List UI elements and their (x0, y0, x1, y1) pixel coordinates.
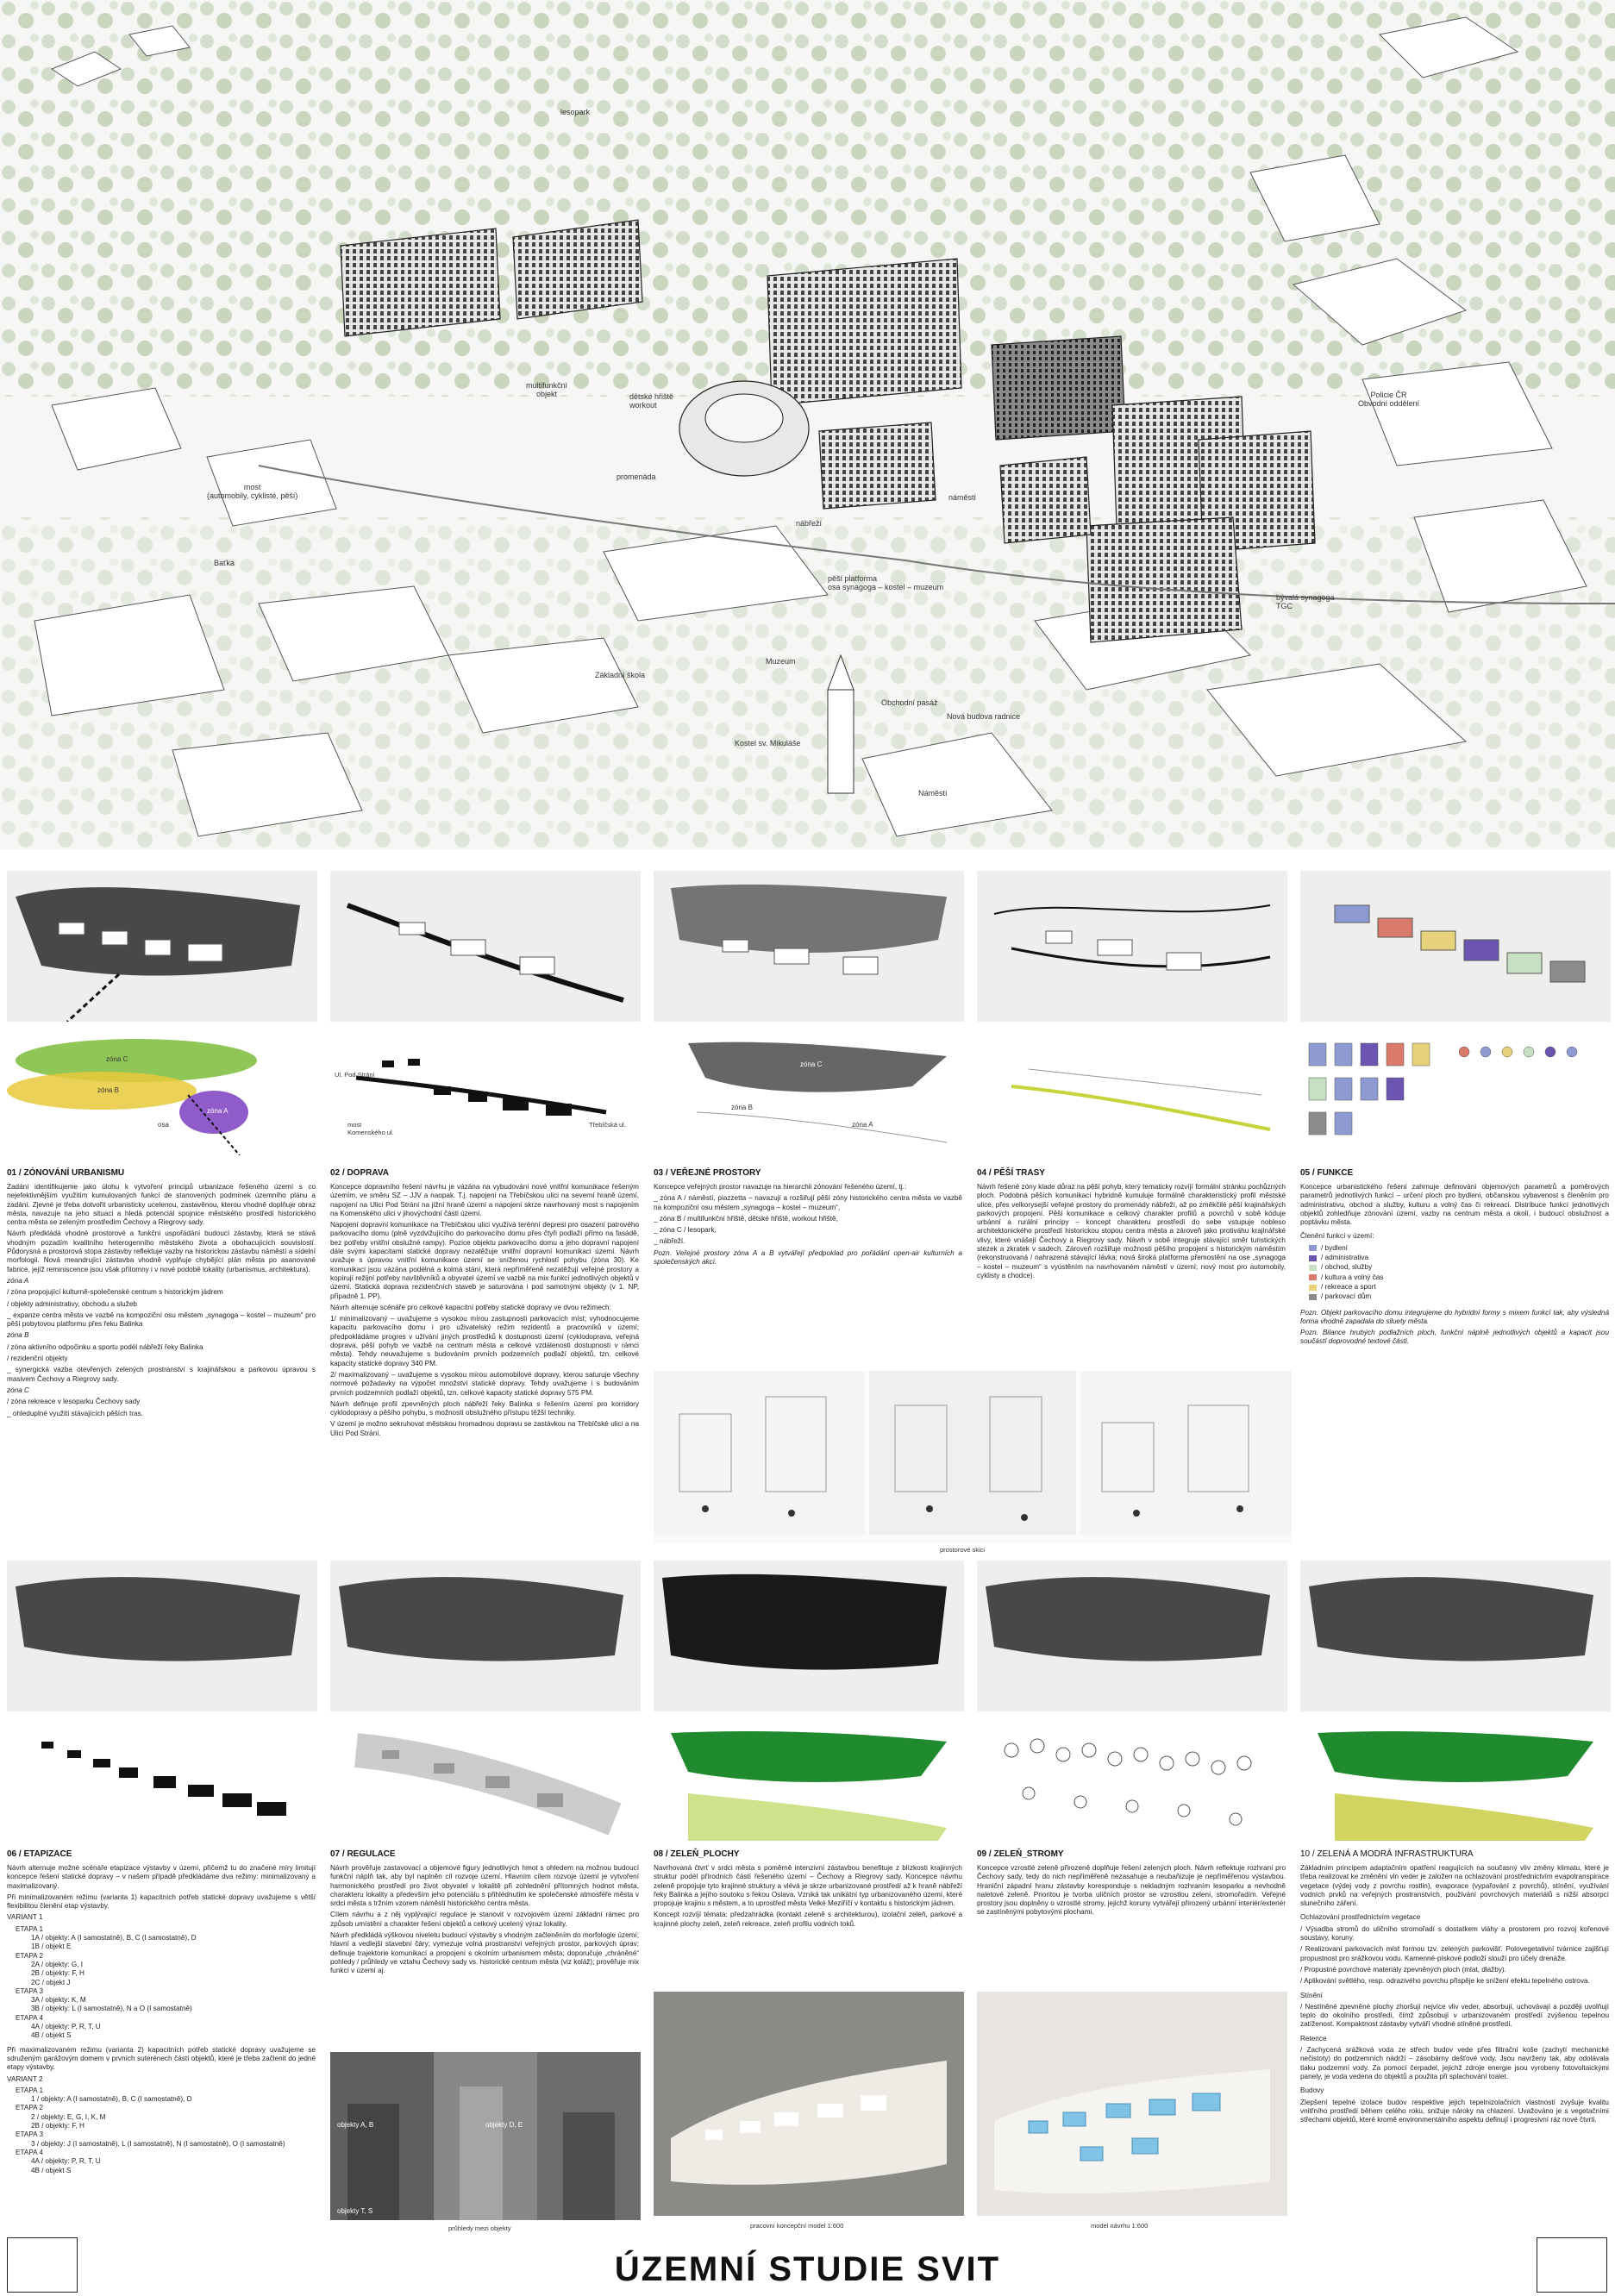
heading-02: 02 / DOPRAVA (330, 1168, 389, 1178)
legend-item-administrativa (1309, 1254, 1609, 1262)
variant2-line: ETAPA 2 (16, 2104, 44, 2112)
diagram-03-svg (654, 1035, 964, 1155)
sketches-caption: prostorové skici (940, 1546, 986, 1554)
legend-swatch (1309, 1274, 1317, 1280)
text-06-v1-title: VARIANT 1 (7, 1913, 43, 1922)
diagram-01-zones (7, 1035, 317, 1155)
map-03-svg (654, 871, 964, 1022)
legend-swatch (1309, 1285, 1317, 1291)
text-01-p2: Návrh předkládá vhodné prostorové a funkční uspořádání budoucí zástavby, která se stává vhodným pozadím kvalitního heterogenního městského života a obohacujících souvislostí. Půdorysná a prostorová stopa zástavby reflektuje vazby na historickou zástavbu náměstí a sídelní morfologii. Nová meandrující zástavba vhodně vyplňuje chybějící plán města po asanované fabrice, jejíž reminiscence jsou však přítomny i v nové podobě lokality (urbanismus, architektura). (7, 1229, 316, 1273)
text-03-p2: _ zóna A / náměstí, piazzetta – navazují a rozšiřují pěší zóny historického centra města ve vazbě na kompoziční osu městem „synagoga – kostel – muzeum“, (654, 1194, 962, 1211)
infra-block-title: Stínění (1300, 1991, 1323, 1999)
variant1-line: ETAPA 1 (16, 1924, 44, 1933)
diagram-10-svg (1300, 1724, 1611, 1841)
functions-legend (1309, 1244, 1609, 1302)
infra-block-title: Retence (1300, 2034, 1327, 2043)
infra-block-line: / Propustné povrchové materiály zpevněných ploch (mlat, dlažby). (1300, 1965, 1506, 1974)
heading-10: 10 / ZELENÁ A MODRÁ INFRASTRUKTURA (1300, 1849, 1474, 1859)
variant1-line: 4A / objekty: P, R, T, U (31, 2023, 101, 2031)
zone-b-l3: _ synergická vazba otevřených zelených prostranství s krajinářskou a parkovou úpravou s masivem Čechovy a Riegrovy sady. (7, 1366, 316, 1383)
text-02-p6: Návrh definuje profil zpevněných ploch nábřeží řeky Balinka s řešením území pro korridory cyklodopravy a pěšího pohybu, s možností obslužného přístupu těžší techniky. (330, 1399, 639, 1417)
diagram-09-stromy (977, 1724, 1287, 1841)
heading-06: 06 / ETAPIZACE (7, 1849, 72, 1859)
text-08-p2: Koncept rozvíjí témata: předzahrádka (kontakt zeleně s architekturou), izolační zeleň, parkové a krajinné plochy zeleň, zeleň rekreace, zeleň profilu vodních toků. (654, 1911, 962, 1928)
diagram-04-svg (977, 1035, 1287, 1155)
diagram-08-zelen (654, 1724, 964, 1841)
text-06-v1-intro: Při minimalizovaném režimu (varianta 1) kapacitních potřeb statické dopravy uvažujeme s větší flexibilitou členění etap výstavby. (7, 1892, 316, 1911)
text-08-p1: Navrhovaná čtvrť v srdci města s poměrně intenzivní zástavbou benefituje z blízkosti krajinných struktur podél přírodních částí řešeného území – Čechovy a Riegrovy sady. Koncepce návrhu zeleně propojuje tyto krajinné struktury a vlévá je skrze urbanizované prostředí až k hraně nábřeží řeky Balinka a jejího soutoku s řekou Oslava. Vzniká tak unikátní typ urbanizovaného území, které propojuje krajinu s městem, a to uprostřed města Velké Meziříčí v kontaktu s historickým jádrem. (654, 1864, 962, 1908)
zone-a-l3: _ expanze centra města ve vazbě na kompoziční osu městem „synagoga – kostel – muzeum“ pro pěší pobytovou platformu přes řeku Balinka (7, 1311, 316, 1329)
text-09-p1: Koncepce vzrostlé zeleně přirozeně doplňuje řešení zelených ploch. Návrh reflektuje rozhraní pro Čechovy sady, tedy do nich nepříměřeně nezasahuje a neubaňizuje je nepříměřenou výstavbou. Hraniční západní hranu zástavby koresponduje s nekladným rozhraním lesoparku a nevhodně naletové zeleně. Prioritou je tvorba uličních prostor se vzrostlou zelení, stromořadím. Veřejné prostory jsou doplněny o vzrostlé stromy, jejichž koruny vytvářejí přirozený urbánní interiér/exteriér se zastíněnými pobytovými plochami. (977, 1864, 1286, 1917)
diagram-05-funkce (1300, 1035, 1611, 1155)
text-02-p7: V území je možno sekruhovat městskou hromadnou dopravu se zastávkou na Třebíčské ulici a na Ulici Pod Strání. (330, 1420, 639, 1437)
photo-collage-pruhledy (330, 2052, 641, 2220)
diagram-02-label-pod-strani: Ul. Pod Strání (335, 1071, 375, 1079)
hero-axonometry (0, 0, 1615, 849)
text-06-intro: Návrh alternuje možné scénáře etapizace výstavby v území, přičemž tu do značené míry limitují koncepce řešení statické dopravy – v našem případě předkládáme dva režimy: minimalizovaný a maximalizovaný. (7, 1864, 316, 1890)
label-most: most (automobily, cyklisté, pěší) (207, 483, 298, 500)
variant1-line: ETAPA 3 (16, 1986, 44, 1995)
infrastructure-blocks (1300, 1913, 1609, 2124)
text-10 (1300, 1864, 1609, 2243)
variant1-line: ETAPA 4 (16, 2013, 44, 2022)
model-concept-caption: pracovní koncepční model 1:600 (750, 2222, 844, 2230)
variant1-line: 3A / objekty: K, M (31, 1996, 86, 2005)
zone-a-l1: / zóna propojující kulturně-společenské centrum s historickým jádrem (7, 1288, 223, 1297)
collage-label-ab: objekty A, B (337, 2121, 374, 2129)
diagram-07-regulace (330, 1724, 641, 1841)
diagram-09-svg (977, 1724, 1287, 1841)
text-05-note1: Pozn. Objekt parkovacího domu integrujeme do hybridní formy s mixem funkcí tak, aby výsledná forma vhodně zapadala do siluety města. (1300, 1308, 1609, 1325)
diagram-02-doprava (330, 1035, 641, 1155)
diagram-02-label-most: most Komenského ul. (347, 1121, 394, 1136)
collage-svg (330, 2052, 641, 2220)
variant1-line: 1B / objekt E (31, 1943, 72, 1951)
text-03-p1: Koncepce veřejných prostor navazuje na hierarchii zónování řešeného území, tj.: (654, 1183, 907, 1191)
sketches-panel (654, 1371, 1292, 1543)
map-02-doprava (330, 871, 641, 1022)
infra-block-line: / Aplikování světlého, resp. odrazivého povrchu přispěje ke snížení efektu tepelného ostrova. (1300, 1977, 1590, 1986)
diagram-01-label-c: zóna C (106, 1055, 128, 1063)
variant1-line: 4B / objekt S (31, 2031, 72, 2040)
text-10-p1: Základním principem adaptačním opatření reagujících na současný vliv změny klimatu, které je třeba realizovat ke změnění vln veder je založen na ochlazování prostřednictvím evapotranspirace vegetace (výdej vody z povrchu rostlin), evaporace (vypařování z povrchů), stínění, využívání vodních prvků na veřejných prostranstvích, používání povrchových materiálů s nižší absorpcí slunečního záření. (1300, 1864, 1609, 1908)
variant2-line: ETAPA 3 (16, 2130, 44, 2139)
variant1-line: 2A / objekty: G, I (31, 1960, 84, 1968)
infra-block-title: Budovy (1300, 2086, 1324, 2095)
diagram-08-svg (654, 1724, 964, 1841)
map-04-svg (977, 871, 1287, 1022)
legend-label: / administrativa (1321, 1254, 1369, 1262)
text-05-note2: Pozn. Bilance hrubých podlažních ploch, funkční náplně jednotlivých objektů a kapacit jsou součástí doprovodné textové části. (1300, 1329, 1609, 1346)
hero-drawing (0, 0, 1615, 849)
text-03-p5: _ nábřeží. (654, 1237, 685, 1246)
text-07-p1: Návrh prověřuje zastavovací a objemové figury jednotlivých hmot s ohledem na možnou budoucí funkční náplň tak, aby byl naplněn cíl rozvoje území. Hlavním cílem rozvoje území je vytvoření harmonického prostředí pro život obyvatel v lokalitě při zohlednění přítomných hodnot města, charakteru lokality a především jeho potenciálu s přihlédnutím ke společenské atmosféře města v srdci města s tržním vzorem náměstí historického centra města. (330, 1864, 639, 1908)
collage-caption: průhledy mezi objekty (448, 2224, 511, 2232)
text-06-v2-intro: Při maximalizovaném režimu (varianta 2) kapacitních potřeb statické dopravy uvažujeme se sdruženým garážovým domem v prvních suterénech částí objektů, které je třeba začlenit do jedné etapy výstavby. (7, 2045, 316, 2072)
heading-07: 07 / REGULACE (330, 1849, 396, 1859)
heading-03: 03 / VEŘEJNÉ PROSTORY (654, 1168, 761, 1178)
text-01-p1: Zadání identifikujeme jako úlohu k vytvoření principů urbanizace řešeného území s co nejefektivnějším využitím kumulovaných funkcí de stanovených podmínek územního plánu a zadání. Zjevné je třeba dotvořit urbanisticky ucelenou, zastavěnou, kterou vhodně doplňuje obraz města, navazuje na jeho situaci a hledá potenciál spojnice městského prostředí historického centra města se zeleným prostředím Čechovy a Riegrovy sady. (7, 1183, 316, 1227)
infra-block-title: Ochlazování prostřednictvím vegetace (1300, 1913, 1421, 1922)
label-synagoga: bývalá synagoga TGC (1276, 593, 1335, 610)
map-01-svg (7, 871, 317, 1022)
map-07-svg (330, 1561, 641, 1711)
legend-label: / parkovací dům (1321, 1292, 1372, 1301)
legend-label: / kultura a volný čas (1321, 1273, 1384, 1281)
diagram-01-label-b: zóna B (97, 1086, 119, 1094)
infra-block-line: / Výsadba stromů do uličního stromořadí s dostatkem vláhy a prostorem pro rozvoj kořenové soustavy, koruny. (1300, 1924, 1609, 1943)
text-01 (7, 1183, 316, 1438)
diagram-01-svg (7, 1035, 317, 1155)
legend-item-obchod (1309, 1263, 1609, 1272)
diagram-07-svg (330, 1724, 641, 1841)
text-02-p4: 1/ minimalizovaný – uvažujeme s vysokou mírou zastupnosti parkovacích míst; vyhodnocujeme kapacitu parkovacího domu i pro uživatelský režim rezidentů a pracovníků v území; předpokládáme progres v užívání jiných prostředků k dostupnosti území (cyklodoprava, veřejná doprava, pěší pohyb ve vazbě na centrum města a celkové vzdálenosti dostupnosti v rámci města). Tehdy neuvažujeme s budováním prvních podzemních podlaží objektů, tzn. celkové kapacity statické dopravy 340 PM. (330, 1315, 639, 1367)
variant1-line: 1A / objekty: A (I samostatně), B, C (I samostatně), D (31, 1934, 197, 1943)
zone-a-title: zóna A (7, 1276, 29, 1285)
map-08-zelen-plochy (654, 1561, 964, 1711)
text-05 (1300, 1183, 1609, 1398)
legend-item-parkovaci (1309, 1292, 1609, 1301)
diagram-06-svg (7, 1724, 317, 1841)
text-08 (654, 1864, 962, 1989)
photo-model-design (977, 1992, 1287, 2216)
legend-swatch (1309, 1265, 1317, 1271)
diagram-01-label-osa: osa (158, 1121, 169, 1129)
legend-item-bydleni (1309, 1244, 1609, 1253)
zone-c-title: zóna C (7, 1386, 29, 1394)
diagram-05-svg (1300, 1035, 1611, 1155)
variant2-line: 4B / objekt S (31, 2166, 72, 2174)
diagram-03-label-a: zóna A (852, 1121, 873, 1129)
text-02-p5: 2/ maximalizovaný – uvažujeme s vysokou mírou automobilové dopravy, kterou saturuje všechny normové požadavky na výpočet množství statické dopravy. Tehdy uvažujeme i s budováním prvních podzemních podlaží objektů, tzn. celkové kapacity statické dopravy 575 PM. (330, 1370, 639, 1397)
label-kostel: Kostel sv. Mikuláše (735, 739, 801, 748)
heading-05: 05 / FUNKCE (1300, 1168, 1354, 1178)
zone-b-l1: / zóna aktivního odpočinku a sportu podél nábřeží řeky Balinka (7, 1342, 203, 1351)
variant1-line: ETAPA 2 (16, 1951, 44, 1960)
map-04-pesi (977, 871, 1287, 1022)
variant1-line: 2C / objekt J (31, 1978, 71, 1986)
infra-block-line: Zlepšení tepelné izolace budov respektive jejich tepelnizolačních vlastností zvyšuje kvalitu vnitřního prostředí během celého roku, snižuje nároky na chlazení. Uvažováno je s vegetačními střechami objektů, které kromě environmentálního aspektu definují i progresivní ráz nové čtvrti. (1300, 2098, 1609, 2124)
legend-swatch (1309, 1255, 1317, 1261)
variant2-line: 1 / objekty: A (I samostatně), B, C (I samostatně), D (31, 2095, 192, 2104)
text-05-p1: Koncepce urbanistického řešení zahrnuje definování objemových parametrů a poměrových parametrů jednotlivých funkcí – určení ploch pro bydlení, občanskou vybavenost s členěním pro administrativu, obchod a služby, kulturu a volný čas či rekreaci. Distribuce funkcí jednotlivých objektů zohledňuje zónování území, vazby na centrum města a okolí, i budoucí obslužnost a poptávku města. (1300, 1183, 1609, 1227)
variant2-list (7, 2086, 316, 2175)
infra-block-line: / Realizovaní parkovacích míst formou tzv. zelených parkovišť. Polovegetativní tvárnice zajišťují propustnost pro srážkovou vodu. Kamenné-pískové podloží slouží pro účely drenáže. (1300, 1945, 1609, 1962)
label-radnice: Nová budova radnice (947, 712, 1021, 721)
label-namesti-bottom: Náměstí (918, 789, 948, 798)
text-04-p1: Návrh řešené zóny klade důraz na pěší pohyb, který tematicky rozvíjí formální stránku pochůzných ploch. Podobná pěších komunikací hybridně kumuluje formálně charakteristický profil městské ulice, přes velkorysejší veřejné prostory do promenády nábřeží, až po změkčilé pěší krajinářských parkových propojení. Pěší komunikace a celkový charakter profilů a povrchů v sobě kóduje urbánní a rurální principy – koncept charakteru prostředí do sebe vstupuje nobleso architektonického prostředí historickou stopou centra města a zároveň jako protiváhu krajinářské vlivy, které vnášejí Čechovy a Riegrovy sady. Návrh v sobě integruje stávající směr turistických stezek a zkratek v sadech. Zároveň rozšiřuje možnosti pěšího propojení s historickým náměstím (rekonstruovaná / nahrazená stávající lávka; nová široká platforma přemostění na ose „synagoga – kostel – muzeum“ s vyústěním na navrhovaném náměstí v území; nový most pro automobily, cyklisty a chodce). (977, 1183, 1286, 1279)
text-02 (330, 1183, 639, 1442)
zone-c-l1: / zóna rekreace v lesoparku Čechovy sady (7, 1398, 141, 1406)
zone-c-l2: _ ohleduplné využití stávajících pěších tras. (7, 1409, 143, 1417)
legend-item-kultura (1309, 1273, 1609, 1282)
label-batla: Baťka (214, 559, 235, 567)
variant2-line: 2B / objekty: F, H (31, 2122, 85, 2130)
variant1-list (7, 1925, 316, 2041)
zone-b-title: zóna B (7, 1331, 29, 1340)
diagram-02-label-trebicska: Třebíčská ul. (589, 1121, 626, 1129)
diagram-04-pesi (977, 1035, 1287, 1155)
map-07-regulace (330, 1561, 641, 1711)
diagram-03-verejne (654, 1035, 964, 1155)
heading-01: 01 / ZÓNOVÁNÍ URBANISMU (7, 1168, 125, 1178)
sketches-svg (654, 1371, 1292, 1543)
label-promenada: promenáda (617, 472, 656, 481)
model-concept-svg (654, 1992, 964, 2216)
diagram-06-etapy (7, 1724, 317, 1841)
text-02-p3: Návrh alternuje scénáře pro celkové kapacitní potřeby statické dopravy ve dvou režimech: (330, 1303, 611, 1311)
legend-label: / bydlení (1321, 1243, 1348, 1252)
map-02-svg (330, 871, 641, 1022)
collage-label-de: objekty D, E (485, 2121, 523, 2129)
label-multifunkcni: multifunkční objekt (526, 381, 568, 398)
legend-swatch (1309, 1294, 1317, 1300)
variant1-line: 3B / objekty: L (I samostatně), N a O (I samostatně) (31, 2005, 192, 2013)
label-zakladni-skola: Základní škola (595, 671, 646, 679)
text-03-p4: _ zóna C / lesopark, (654, 1226, 717, 1235)
model-design-svg (977, 1992, 1287, 2216)
label-hriste: dětské hřiště workout (629, 392, 674, 410)
variant2-line: ETAPA 4 (16, 2148, 44, 2156)
legend-item-rekreace (1309, 1283, 1609, 1292)
text-07-p2: Cílem návrhu a z něj vyplývající regulace je stanovit v rozvojovém území základní rámec pro způsob umístění a charakter řešení objektů a celkový ucelený výraz lokality. (330, 1911, 639, 1928)
zone-b-l2: / rezidenční objekty (7, 1354, 68, 1363)
map-10-svg (1300, 1561, 1611, 1711)
collage-label-ts: objekty T, S (337, 2207, 373, 2215)
text-06-v2-title: VARIANT 2 (7, 2074, 43, 2083)
map-05-svg (1300, 871, 1611, 1022)
diagram-10-infra (1300, 1724, 1611, 1841)
page-title: ÚZEMNÍ STUDIE SVIT (614, 2250, 1001, 2288)
map-09-svg (977, 1561, 1287, 1711)
legend-swatch (1309, 1245, 1317, 1251)
map-09-zelen-stromy (977, 1561, 1287, 1711)
heading-09: 09 / ZELEŇ_STROMY (977, 1849, 1064, 1859)
zone-a-l2: / objekty administrativy, obchodu a služeb (7, 1299, 137, 1308)
variant1-line: 2B / objekty: F, H (31, 1969, 85, 1978)
label-obchodni-pasaz: Obchodní pasáž (881, 698, 938, 707)
text-03 (654, 1183, 962, 1295)
text-09 (977, 1864, 1286, 1989)
label-nabrezi: nábřeží (796, 519, 823, 528)
model-design-caption: model návrhu 1:600 (1091, 2222, 1149, 2230)
legend-title: Členění funkcí v území: (1300, 1232, 1374, 1241)
variant2-line: 3 / objekty: J (I samostatně), L (I samostatně), N (I samostatně), O (I samostatně) (31, 2139, 285, 2148)
label-namesti-top: náměstí (948, 493, 977, 502)
map-08-svg (654, 1561, 964, 1711)
text-06 (7, 1864, 316, 2235)
map-06-etapizace (7, 1561, 317, 1711)
text-02-p2: Napojení dopravní komunikace na Třebíčskou ulici využívá terénní depresi pro osazení patrového parkovacího domu (plně vyzdvižujícího do parkovacího domu přes čtyři podlaží přímo na fasádě, bez potřeby vnitřní obslužné rampy). Pozice objektu parkovacího domu a jeho dopravní napojení dále svými kapacitami statické dopravy nezatěžuje vnitřní dopravní komunikaci území. Návrh uvažuje s úpravou vnitřní komunikace území se sníženou rychlostí pohybu (zóna 30). Ke komunikaci jsou vázána podélná a kolmá stání, která nepříměřeně nezatěžují veřejné prostory a kopírují režijní potřeby navštěvníků a obyvatel území ve vazbě na mix funkcí jednotlivých objektů v území. Statická doprava rezidenčních staveb je saturována i pod samotnými objekty (v 1. NP, případně 1. PP). (330, 1221, 639, 1300)
map-06-svg (7, 1561, 317, 1711)
legend-label: / rekreace a sport (1321, 1282, 1376, 1291)
map-10-infrastruktura (1300, 1561, 1611, 1711)
text-07 (330, 1864, 639, 2028)
text-02-p1: Koncepce dopravního řešení návrhu je vázána na vybudování nové vnitřní komunikace řešeným územím, ve směru SZ – JJV a naopak. T.j. napojení na Třebíčskou ulici na severní hraně území, napojení na Ulici Pod Strání na jižní hraně území a napojení skrze navrhovaný most s napojením na Komenského ulici v jihovýchodní části území. (330, 1183, 639, 1217)
label-lesopark: lesopark (560, 108, 591, 116)
variant2-line: ETAPA 1 (16, 2086, 44, 2094)
heading-08: 08 / ZELEŇ_PLOCHY (654, 1849, 740, 1859)
variant2-line: 2 / objekty: E, G, I, K, M (31, 2112, 106, 2121)
label-policie: Policie ČR Obvodní oddělení (1358, 391, 1420, 408)
infra-block-line: / Zachycená srážková voda ze střech budov vede přes filtrační koše (zachytí mechanické nečistoty) do podzemních nádrží – zásobárny dešťové vody. Jsou navrženy tak, aby odolávala tlaku podzemní vody. Za pomocí čerpadel, jejichž zdroje energie jsou vyrobeny fotovoltaickými panely, je voda vedena do objektů a použita při splachování toalet. (1300, 2046, 1609, 2080)
map-03-verejne (654, 871, 964, 1022)
text-04 (977, 1183, 1286, 1312)
text-03-p3: _ zóna B / multifunkční hřiště, dětské hřiště, workout hřiště, (654, 1214, 838, 1223)
diagram-03-label-b: zóna B (731, 1104, 753, 1111)
map-05-funkce (1300, 871, 1611, 1022)
heading-04: 04 / PĚŠÍ TRASY (977, 1168, 1045, 1178)
label-muzeum: Muzeum (766, 657, 796, 666)
diagram-01-label-a: zóna A (207, 1107, 228, 1115)
photo-model-concept (654, 1992, 964, 2216)
map-01-zonovani (7, 871, 317, 1022)
infra-block-line: / Nestíněné zpevněné plochy zhoršují nejvíce vliv veder, absorbují, uchovávají a později uvolňují teplo do okolního prostředí, čímž způsobují v urbanizovaném prostředí zvýšenou tepelnou zatíženost. Kompaktnost zástavby vytváří vhodné stíněné prostředí. (1300, 2002, 1609, 2029)
text-07-p3: Návrh předkládá výškovou niveletu budoucí výstavby s vhodným začleněním do morfologie území; hlavní a vedlejší stavební čáry; vymezuje volná prostranství veřejných prostor, parkových úprav; definuje trajektorie komunikací a propojení s okolním urbanismem města; doporučuje „chráněné“ pohledy / průhledy ve vztahu Čechovy sady vs. historické centrum města (viz koláž); prověřuje mix funkcí v území aj. (330, 1931, 639, 1975)
text-03-note: Pozn. Veřejné prostory zóna A a B vytvářejí předpoklad pro pořádání open-air kulturních a společenských akcí. (654, 1248, 962, 1267)
diagram-02-svg (330, 1035, 641, 1155)
diagram-03-label-c: zóna C (800, 1060, 823, 1068)
variant2-line: 4A / objekty: P, R, T, U (31, 2157, 101, 2166)
legend-label: / obchod, služby (1321, 1263, 1373, 1272)
label-platforma: pěší platforma osa synagoga – kostel – muzeum (828, 574, 944, 591)
